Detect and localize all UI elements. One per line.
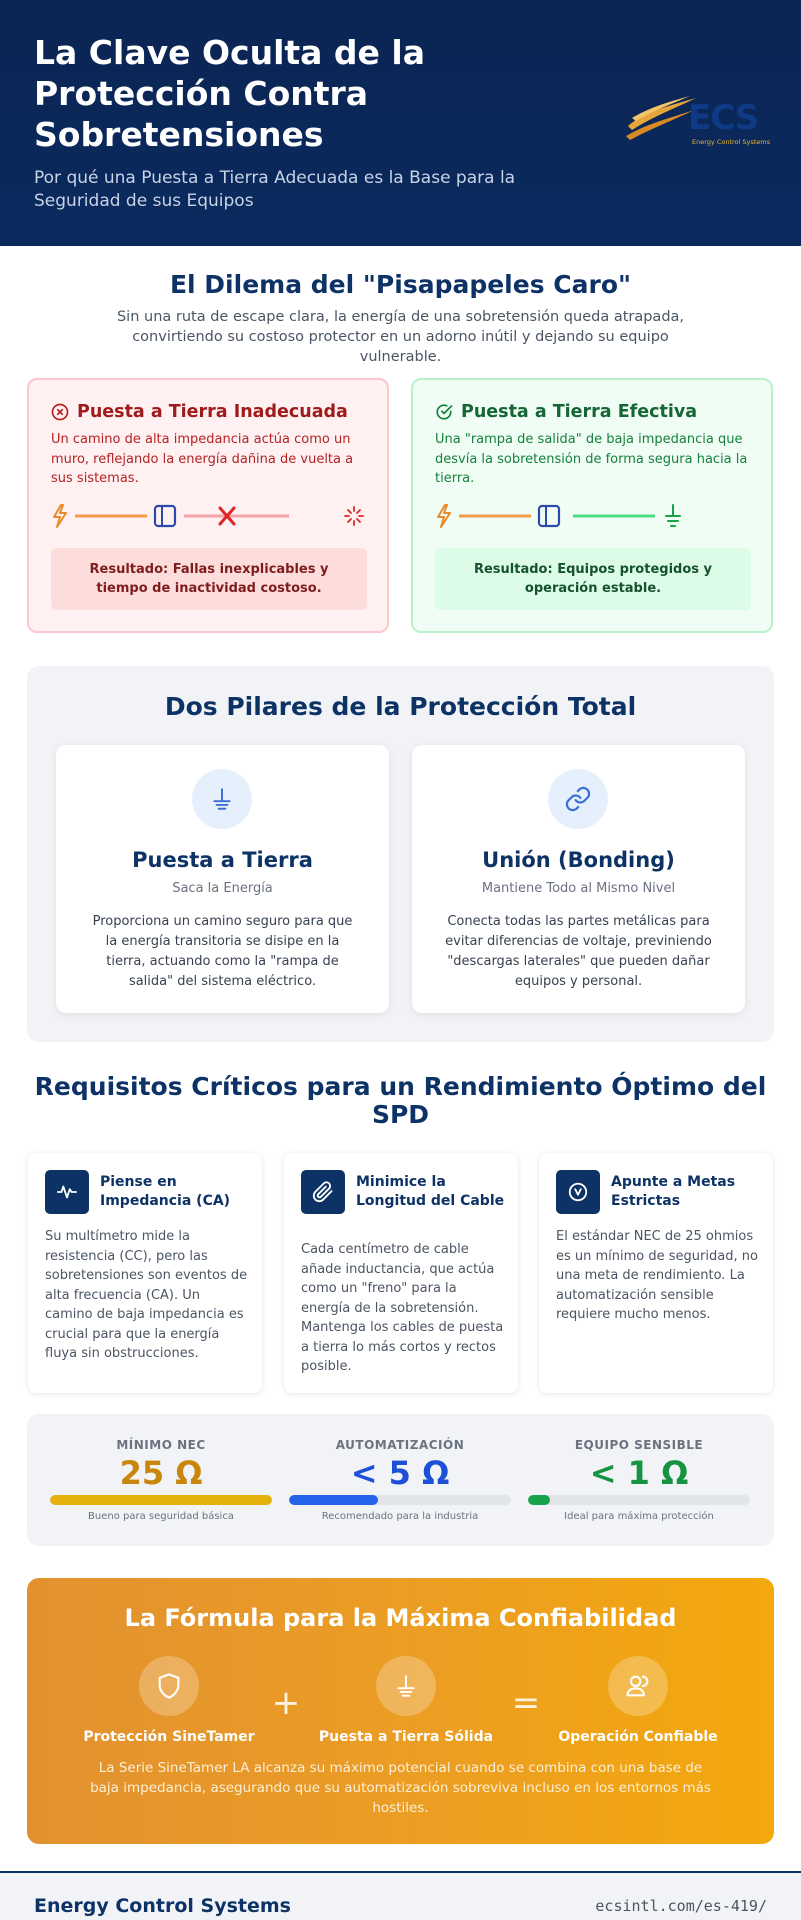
meter-label: AUTOMATIZACIÓN [335, 1438, 465, 1452]
requirement-card-cable-length [284, 1153, 518, 1393]
lightning-icon [438, 505, 450, 527]
meter-fill [289, 1495, 378, 1505]
effective-grounding-result: Resultado: Equipos protegidos y operación estable. [435, 548, 751, 610]
requirement-icon-box [45, 1170, 89, 1214]
inadequate-grounding-header [51, 402, 348, 422]
header-banner [0, 0, 801, 246]
target-icon [567, 1181, 589, 1203]
meter-fill [528, 1495, 550, 1505]
pillar-card-grounding [56, 745, 389, 1013]
x-circle-icon [51, 403, 69, 421]
meter-fill [50, 1495, 272, 1505]
footer-company-name: Energy Control Systems [34, 1895, 291, 1917]
pillars-title: Dos Pilares de la Protección Total [164, 692, 637, 721]
requirements-title: Requisitos Críticos para un Rendimiento Óptimo del SPD [34, 1072, 767, 1129]
logo-subtext: Energy Control Systems [692, 138, 771, 146]
requirement-title: Apunte a Metas Estrictas [611, 1174, 736, 1209]
meter-bar [289, 1495, 511, 1505]
dilemma-title: El Dilema del "Pisapapeles Caro" [169, 270, 632, 299]
meter-bar [50, 1495, 272, 1505]
equals-operator: = [511, 1683, 541, 1723]
formula-item-protection [69, 1656, 269, 1745]
meter-value: 25 Ω [119, 1454, 203, 1492]
requirement-icon-box [301, 1170, 345, 1214]
protector-icon [539, 506, 559, 526]
check-circle-icon [435, 403, 453, 421]
lightning-icon [54, 505, 66, 527]
ground-icon [393, 1673, 419, 1699]
meter-sensitive-equipment [528, 1438, 750, 1522]
shield-icon [155, 1672, 183, 1700]
meter-label: EQUIPO SENSIBLE [574, 1438, 704, 1452]
pillar-icon-circle [192, 769, 252, 829]
meter-bar [528, 1495, 750, 1505]
plus-operator: + [271, 1683, 301, 1723]
dilemma-description: Sin una ruta de escape clara, la energía de una sobretensión queda atrapada, convirtiendo su costoso protector en un adorno inútil y dejando su equipo vulnerable. [116, 309, 685, 365]
grounded-energy-flow-diagram [433, 502, 755, 530]
ground-icon [209, 786, 235, 812]
resistance-targets-panel [27, 1414, 774, 1546]
requirement-card-impedance [28, 1153, 262, 1393]
inadequate-grounding-title: Puesta a Tierra Inadecuada [77, 402, 348, 422]
effective-grounding-description: Una "rampa de salida" de baja impedancia que desvía la sobretensión de forma segura hacia la tierra. [435, 432, 748, 486]
requirement-description: El estándar NEC de 25 ohmios es un mínimo de seguridad, no una meta de rendimiento. La automatización sensible requiere mucho menos. [556, 1229, 758, 1322]
meter-note: Ideal para máxima protección [564, 1511, 714, 1522]
footer-url-link[interactable]: ecsintl.com/es-419/ [595, 1897, 767, 1915]
blocked-energy-flow-diagram [49, 502, 371, 530]
logo-swoosh-icon [624, 94, 698, 144]
formula-item-label: Operación Confiable [558, 1729, 718, 1745]
pillar-icon-circle [548, 769, 608, 829]
inadequate-grounding-result: Resultado: Fallas inexplicables y tiempo de inactividad costoso. [51, 548, 367, 610]
pillar-title: Unión (Bonding) [482, 848, 675, 872]
spark-icon [345, 507, 363, 525]
pillar-tagline: Saca la Energía [172, 881, 273, 896]
pillar-description: Conecta todas las partes metálicas para evitar diferencias de voltaje, previniendo "descargas laterales" que pueden dañar equipos y personal. [445, 914, 712, 989]
paperclip-icon [312, 1181, 334, 1203]
link-icon [564, 785, 592, 813]
requirement-card-strict-goals [539, 1153, 773, 1393]
requirement-description: Su multímetro mide la resistencia (CC), pero las sobretensiones son eventos de alta frecuencia (CA). Un camino de baja impedancia es crucial para que la energía fluya sin obstrucciones. [45, 1229, 248, 1361]
reliability-formula-section [27, 1578, 774, 1844]
requirement-icon-box [556, 1170, 600, 1214]
formula-description: La Serie SineTamer LA alcanza su máximo potencial cuando se combina con una base de baja impedancia, asegurando que su automatización sobreviva incluso en los entornos más hostiles. [90, 1760, 711, 1816]
inadequate-grounding-description: Un camino de alta impedancia actúa como un muro, reflejando la energía dañina de vuelta a sus sistemas. [51, 432, 354, 486]
protector-icon [155, 506, 175, 526]
formula-item-grounding [306, 1656, 506, 1745]
pillar-description: Proporciona un camino seguro para que la energía transitoria se disipe en la tierra, actuando como la "rampa de salida" del sistema eléctrico. [92, 914, 353, 989]
meter-value: < 5 Ω [350, 1454, 450, 1492]
formula-icon-circle [139, 1656, 199, 1716]
pillar-title: Puesta a Tierra [132, 848, 313, 872]
meter-nec-minimum [50, 1438, 272, 1522]
pillar-card-bonding [412, 745, 745, 1013]
formula-item-operation [538, 1656, 738, 1745]
formula-icon-circle [608, 1656, 668, 1716]
requirement-title: Minimice la Longitud del Cable [356, 1174, 505, 1209]
waveform-icon [56, 1181, 78, 1203]
effective-grounding-header [435, 402, 697, 422]
ecs-logo [624, 90, 774, 152]
effective-grounding-title: Puesta a Tierra Efectiva [461, 402, 698, 422]
meter-automation [289, 1438, 511, 1522]
meter-note: Recomendado para la industria [321, 1511, 479, 1522]
meter-note: Bueno para seguridad básica [88, 1511, 234, 1522]
users-icon [624, 1672, 652, 1700]
effective-grounding-card [411, 378, 773, 633]
requirement-title: Piense en Impedancia (CA) [100, 1174, 231, 1209]
formula-item-label: Puesta a Tierra Sólida [318, 1729, 494, 1745]
formula-icon-circle [376, 1656, 436, 1716]
page-title: La Clave Oculta de la Protección Contra Sobretensiones [34, 33, 425, 154]
pillars-section [27, 666, 774, 1042]
inadequate-grounding-card [27, 378, 389, 633]
requirement-description: Cada centímetro de cable añade inductancia, que actúa como un "freno" para la energía de la sobretensión. Mantenga los cables de puesta a tierra lo más cortos y rectos posible. [301, 1242, 504, 1374]
pillar-tagline: Mantiene Todo al Mismo Nivel [481, 881, 676, 896]
footer [0, 1871, 801, 1920]
logo-text: ECS [688, 98, 759, 138]
meter-value: < 1 Ω [589, 1454, 689, 1492]
page-subtitle: Por qué una Puesta a Tierra Adecuada es la Base para la Seguridad de sus Equipos [34, 168, 516, 211]
formula-item-label: Protección SineTamer [83, 1729, 255, 1745]
ground-icon [666, 505, 680, 526]
formula-title: La Fórmula para la Máxima Confiabilidad [124, 1604, 677, 1632]
meter-label: MÍNIMO NEC [116, 1438, 206, 1452]
